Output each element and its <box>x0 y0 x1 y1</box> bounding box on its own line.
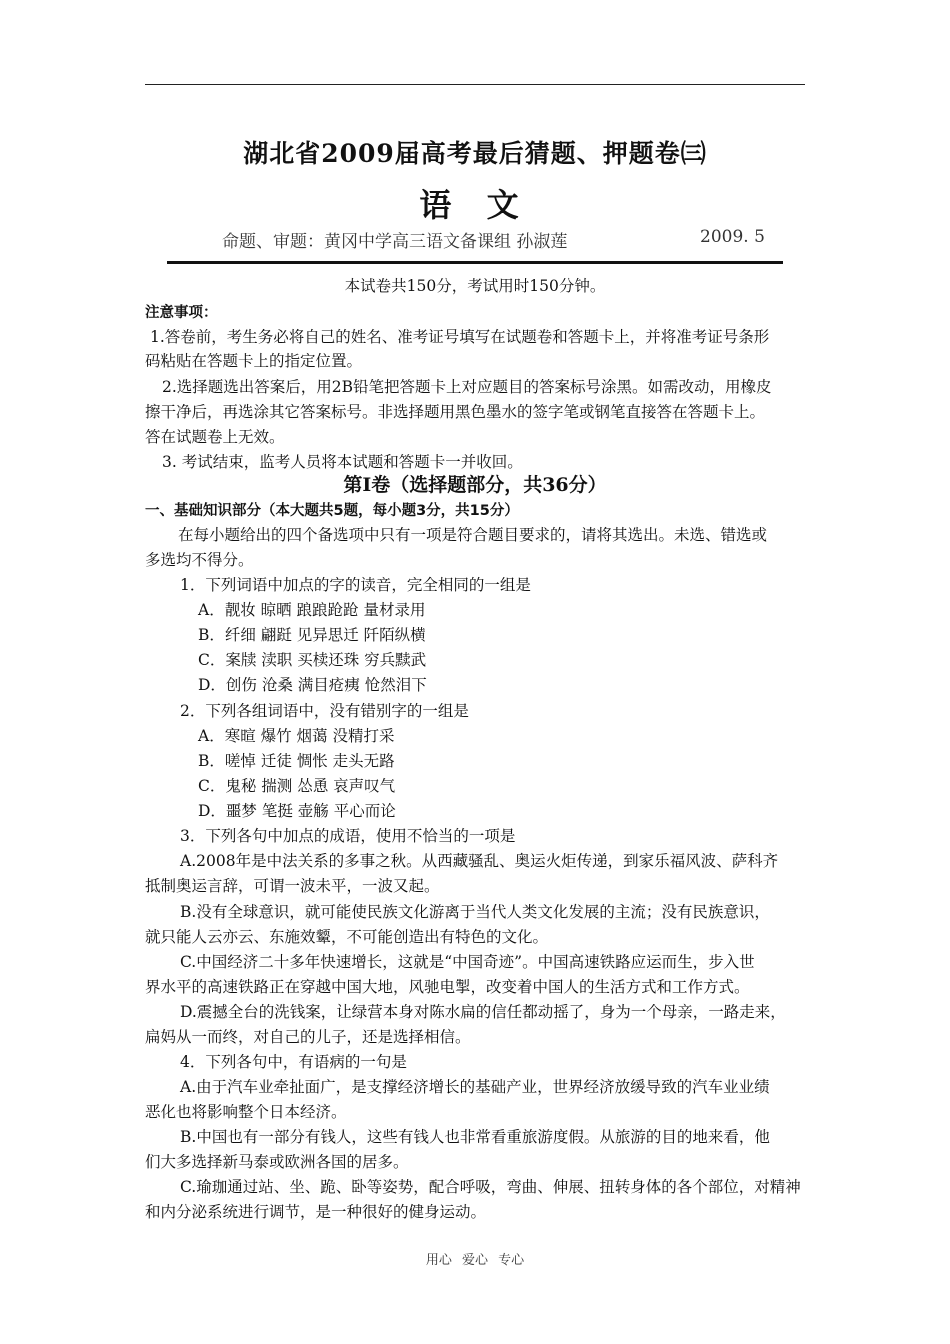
exam-date: 2009. 5 <box>700 227 765 247</box>
question-paragraph: C.中国经济二十多年快速增长，这就是“中国奇迹”。中国高速铁路应运而生，步入世 <box>180 953 755 971</box>
notice-item: 2.选择题选出答案后，用2B铅笔把答题卡上对应题目的答案标号涂黑。如需改动，用橡皮 <box>162 378 772 396</box>
header-rule <box>145 84 805 85</box>
question-stem: 3．下列各句中加点的成语，使用不恰当的一项是 <box>180 827 516 845</box>
question-paragraph: 们大多选择新马泰或欧洲各国的居多。 <box>145 1153 409 1171</box>
question-paragraph: 界水平的高速铁路正在穿越中国大地，风驰电掣，改变着中国人的生活方式和工作方式。 <box>145 978 750 996</box>
notice-item: 答在试题卷上无效。 <box>145 428 285 446</box>
section-title: 第Ⅰ卷（选择题部分，共36分） <box>343 474 607 496</box>
part-one-heading: 一、基础知识部分（本大题共5题，每小题3分，共15分） <box>145 503 519 519</box>
question-paragraph: C.瑜珈通过站、坐、跪、卧等姿势，配合呼吸，弯曲、伸展、扭转身体的各个部位，对精神 <box>180 1178 801 1196</box>
question-paragraph: 恶化也将影响整个日本经济。 <box>145 1103 347 1121</box>
part-one-instructions: 多选均不得分。 <box>145 551 254 569</box>
question-paragraph: D.震撼全台的洗钱案，让绿营本身对陈水扁的信任都动摇了，身为一个母亲，一路走来， <box>180 1003 786 1021</box>
notice-item: 码粘贴在答题卡上的指定位置。 <box>145 352 363 370</box>
question-option: A．寒暄 爆竹 烟蔼 没精打采 <box>198 727 395 745</box>
question-paragraph: 扁妈从一而终，对自己的儿子，还是选择相信。 <box>145 1028 471 1046</box>
question-paragraph: 就只能人云亦云、东施效颦，不可能创造出有特色的文化。 <box>145 928 549 946</box>
question-paragraph: B.没有全球意识，就可能使民族文化游离于当代人类文化发展的主流；没有民族意识， <box>180 903 770 921</box>
question-stem: 4．下列各句中，有语病的一句是 <box>180 1053 407 1071</box>
notice-item: 1.答卷前，考生务必将自己的姓名、准考证号填写在试题卷和答题卡上，并将准考证号条形 <box>150 328 770 346</box>
question-option: C．案牍 渎职 买椟还珠 穷兵黩武 <box>198 651 427 669</box>
question-option: B．嗟悼 迁徒 惆怅 走头无路 <box>198 752 395 770</box>
title-divider <box>167 261 783 264</box>
question-paragraph: 抵制奥运言辞，可谓一波未平，一波又起。 <box>145 877 440 895</box>
authors-line <box>222 227 765 252</box>
subject-title: 语 文 <box>419 186 531 224</box>
question-option: D．噩梦 笔挺 壶觞 平心而论 <box>198 802 396 820</box>
question-stem: 2．下列各组词语中，没有错别字的一组是 <box>180 702 469 720</box>
notice-heading: 注意事项： <box>145 305 218 321</box>
part-one-instructions: 在每小题给出的四个备选项中只有一项是符合题目要求的，请将其选出。未选、错选或 <box>178 526 768 544</box>
question-paragraph: 和内分泌系统进行调节，是一种很好的健身运动。 <box>145 1203 487 1221</box>
question-option: C．鬼秘 揣测 怂恿 哀声叹气 <box>198 777 396 795</box>
notice-item: 3. 考试结束，监考人员将本试题和答题卡一并收回。 <box>162 453 523 471</box>
exam-info: 本试卷共150分，考试用时150分钟。 <box>344 277 606 295</box>
page-footer: 用心 爱心 专心 <box>425 1253 525 1268</box>
question-paragraph: A.2008年是中法关系的多事之秋。从西藏骚乱、奥运火炬传递，到家乐福风波、萨科齐 <box>180 852 779 870</box>
question-paragraph: A.由于汽车业牵扯面广，是支撑经济增长的基础产业，世界经济放缓导致的汽车业业绩 <box>180 1078 770 1096</box>
question-stem: 1．下列词语中加点的字的读音，完全相同的一组是 <box>180 576 531 594</box>
notice-item: 擦干净后，再选涂其它答案标号。非选择题用黑色墨水的签字笔或钢笔直接答在答题卡上。 <box>145 403 766 421</box>
question-option: D．创伤 沧桑 满目疮痍 怆然泪下 <box>198 676 427 694</box>
authors-text: 命题、审题：黄冈中学高三语文备课组 孙淑莲 <box>222 232 568 252</box>
question-option: A．靓妆 晾晒 踉踉跄跄 量材录用 <box>198 601 426 619</box>
question-option: B．纤细 翩跹 见异思迁 阡陌纵横 <box>198 626 426 644</box>
question-paragraph: B.中国也有一部分有钱人，这些有钱人也非常看重旅游度假。从旅游的目的地来看，他 <box>180 1128 770 1146</box>
exam-title: 湖北省2009届高考最后猜题、押题卷㈢ <box>243 139 707 168</box>
